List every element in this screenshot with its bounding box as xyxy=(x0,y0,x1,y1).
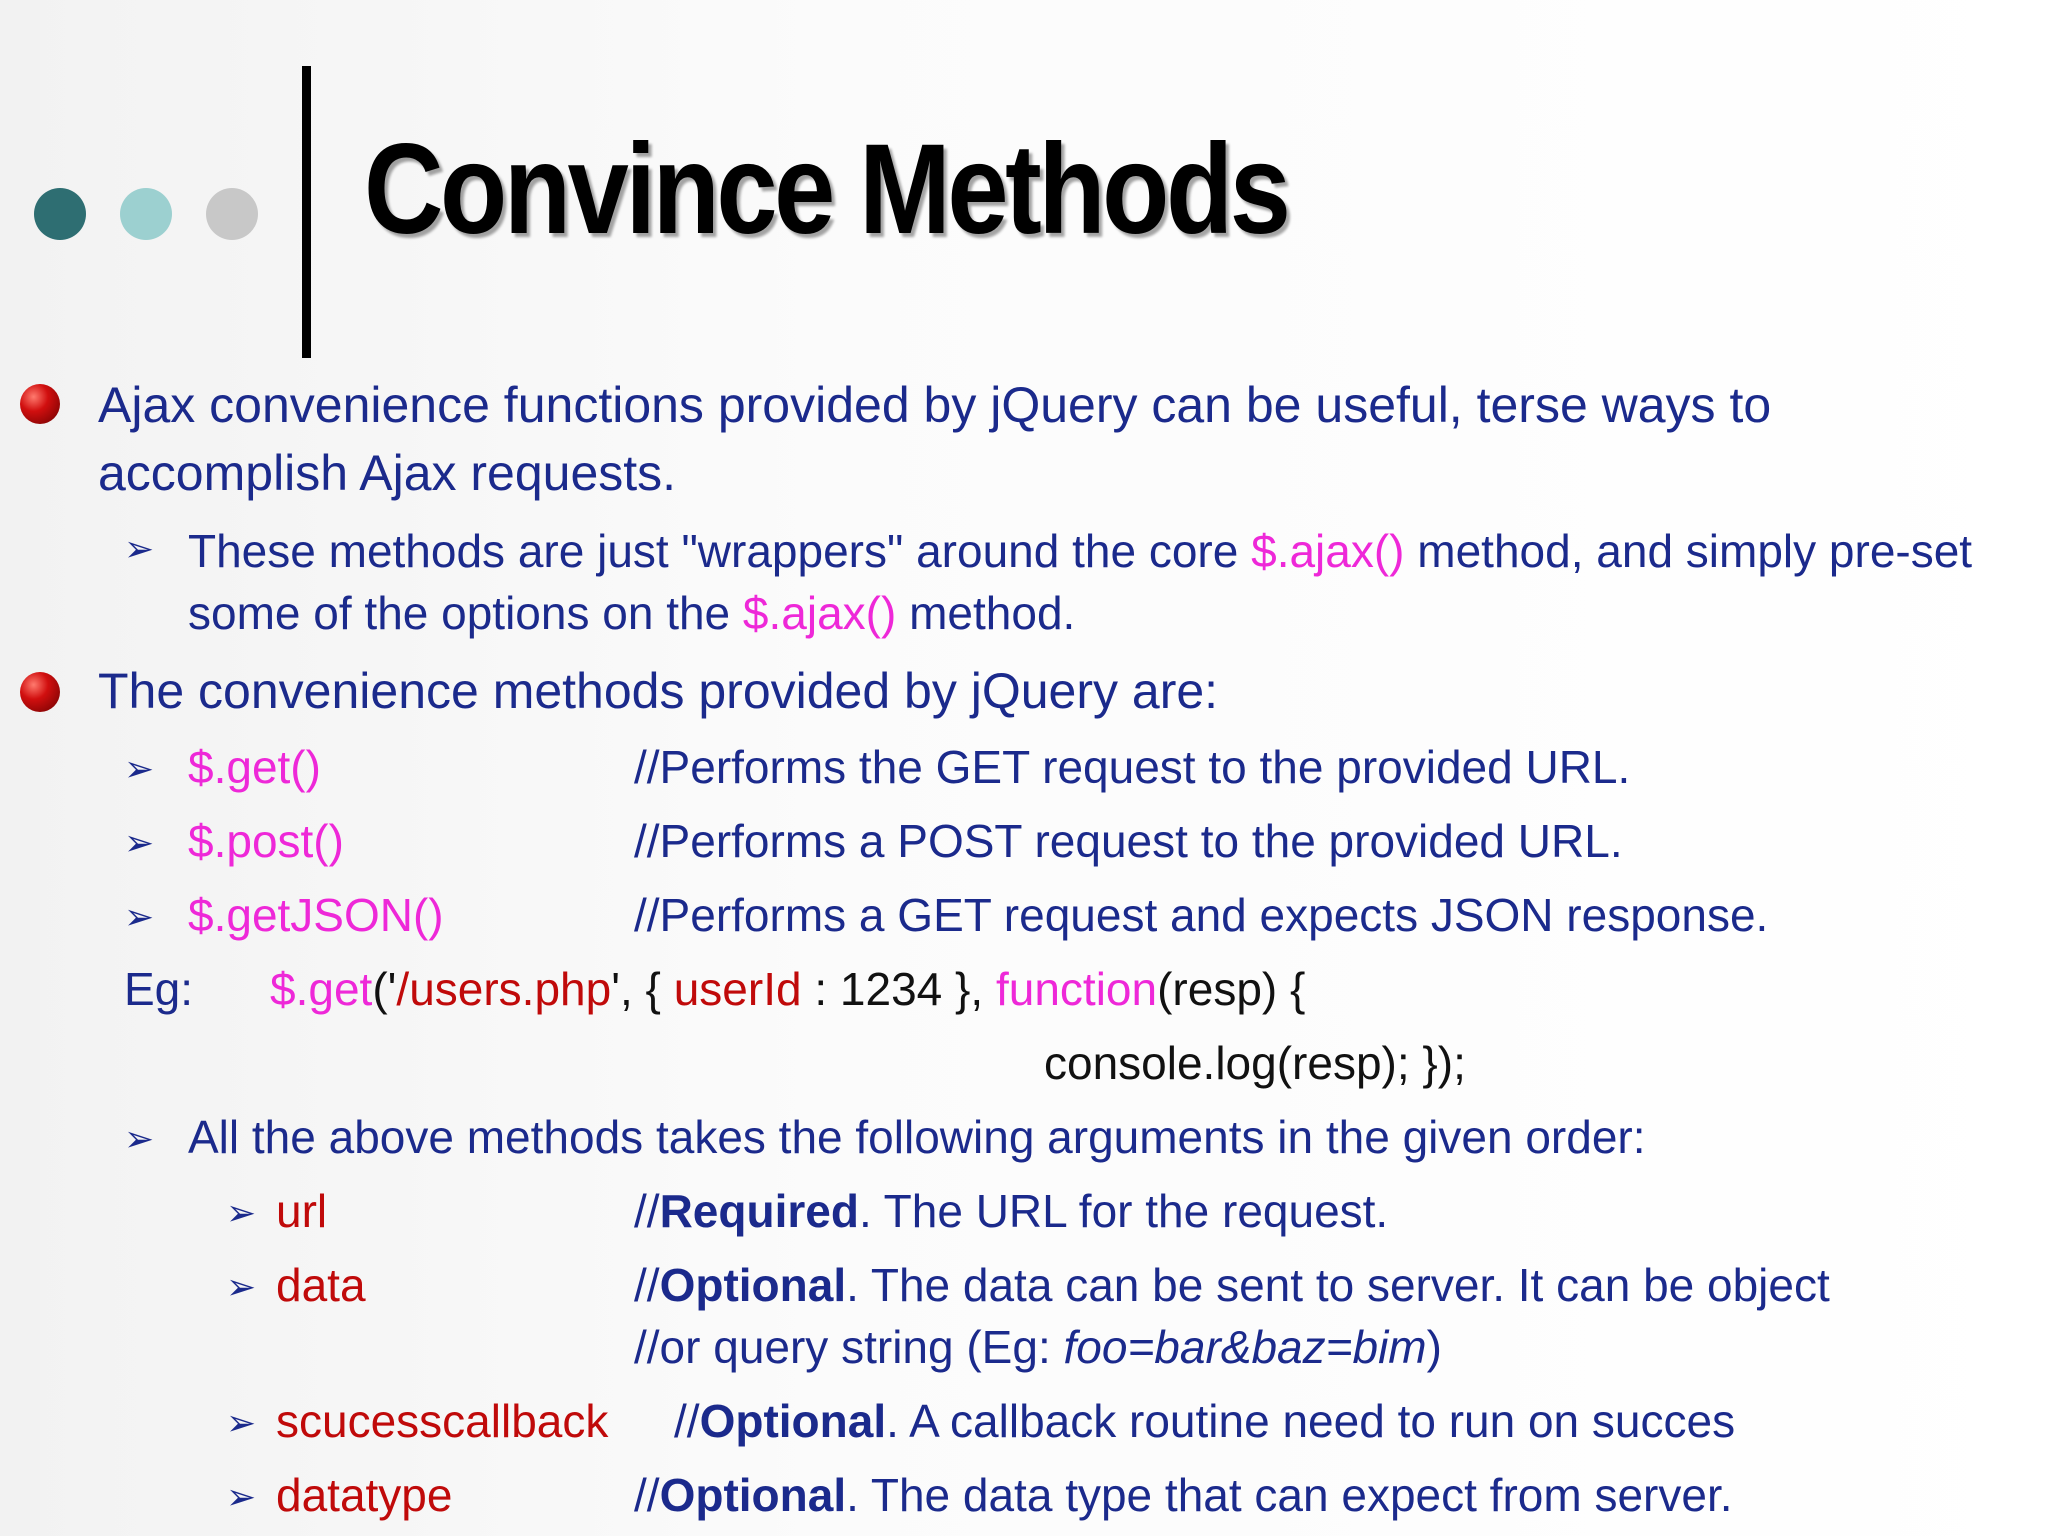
arrow-bullet-icon: ➢ xyxy=(124,528,155,569)
arg-datatype-text: . The data type that can expect from server. xyxy=(846,1469,1733,1521)
code-key: userId xyxy=(673,963,802,1015)
red-bullet-icon xyxy=(20,384,60,424)
arg-data-cont-suffix: ) xyxy=(1426,1321,1442,1373)
method-get: $.get() xyxy=(188,741,321,793)
title-divider xyxy=(302,66,311,358)
wrappers-text-2: method, and simply pre-set some of the options on the xyxy=(188,525,1973,639)
method-post: $.post() xyxy=(188,815,344,867)
arg-successcallback-prefix: // xyxy=(674,1395,700,1447)
slide-title: Convince Methods xyxy=(364,118,1288,261)
wrappers-text-3: method. xyxy=(896,587,1076,639)
bullet-ajax-convenience: Ajax convenience functions provided by jQuery can be useful, terse ways to accomplish Ajax requests. xyxy=(98,377,1772,501)
arrow-bullet-icon: ➢ xyxy=(124,1118,155,1159)
arrow-bullet-icon: ➢ xyxy=(124,748,155,789)
method-getjson: $.getJSON() xyxy=(188,889,444,941)
code-punct-2: ', { xyxy=(611,963,674,1015)
dark-teal-dot-icon xyxy=(34,188,86,240)
method-getjson-desc: //Performs a GET request and expects JSON response. xyxy=(634,889,1769,941)
light-teal-dot-icon xyxy=(120,188,172,240)
arg-datatype-desc xyxy=(634,1464,1733,1526)
arrow-bullet-icon: ➢ xyxy=(226,1402,257,1443)
arrow-bullet-icon: ➢ xyxy=(124,896,155,937)
bullet-wrappers-note xyxy=(188,520,2018,644)
arg-url: url xyxy=(276,1185,328,1237)
code-keyword: function xyxy=(995,963,1158,1015)
wrappers-text-1: These methods are just "wrappers" around the core xyxy=(188,525,1252,577)
arrow-bullet-icon: ➢ xyxy=(226,1476,257,1517)
arg-datatype-level: Optional xyxy=(659,1469,847,1521)
arg-data-level: Optional xyxy=(659,1259,847,1311)
bullet-convenience-methods: The convenience methods provided by jQuery are: xyxy=(98,663,1219,719)
arg-data-cont-prefix: //or query string (Eg: xyxy=(634,1321,1064,1373)
arg-data-query-example: foo=bar&baz=bim xyxy=(1063,1321,1427,1373)
code-punct-1: (' xyxy=(372,963,397,1015)
arg-url-text: . The URL for the request. xyxy=(858,1185,1389,1237)
example-code-line-2: console.log(resp); }); xyxy=(1044,1037,1466,1089)
arg-data-desc xyxy=(634,1254,1830,1316)
arg-datatype: datatype xyxy=(276,1469,453,1521)
arg-data-desc-cont xyxy=(634,1316,1442,1378)
code-fn: $.get xyxy=(270,963,373,1015)
method-get-desc: //Performs the GET request to the provided URL. xyxy=(634,741,1631,793)
arg-successcallback-text: . A callback routine need to run on succes xyxy=(886,1395,1736,1447)
ajax-method-ref-1: $.ajax() xyxy=(1251,525,1405,577)
method-post-desc: //Performs a POST request to the provided URL. xyxy=(634,815,1623,867)
ajax-method-ref-2: $.ajax() xyxy=(742,587,897,639)
example-label: Eg: xyxy=(124,963,194,1015)
arg-data: data xyxy=(276,1259,366,1311)
arg-url-level: Required xyxy=(659,1185,859,1237)
code-url: /users.php xyxy=(396,963,612,1015)
example-code-line-1 xyxy=(270,958,1305,1020)
code-punct-3: : 1234 }, xyxy=(801,963,996,1015)
arg-url-prefix: // xyxy=(634,1185,660,1237)
arg-url-desc xyxy=(634,1180,1388,1242)
arrow-bullet-icon: ➢ xyxy=(226,1192,257,1233)
arg-successcallback-desc xyxy=(674,1390,1735,1452)
gray-dot-icon xyxy=(206,188,258,240)
args-intro: All the above methods takes the following arguments in the given order: xyxy=(188,1111,1646,1163)
arg-data-prefix: // xyxy=(634,1259,660,1311)
arg-datatype-prefix: // xyxy=(634,1469,660,1521)
arrow-bullet-icon: ➢ xyxy=(124,822,155,863)
arg-successcallback-level: Optional xyxy=(699,1395,887,1447)
arrow-bullet-icon: ➢ xyxy=(226,1266,257,1307)
arg-data-text: . The data can be sent to server. It can be object xyxy=(846,1259,1830,1311)
decorative-dots xyxy=(34,188,264,244)
red-bullet-icon xyxy=(20,672,60,712)
code-punct-4: (resp) { xyxy=(1157,963,1306,1015)
arg-successcallback: scucesscallback xyxy=(276,1395,609,1447)
